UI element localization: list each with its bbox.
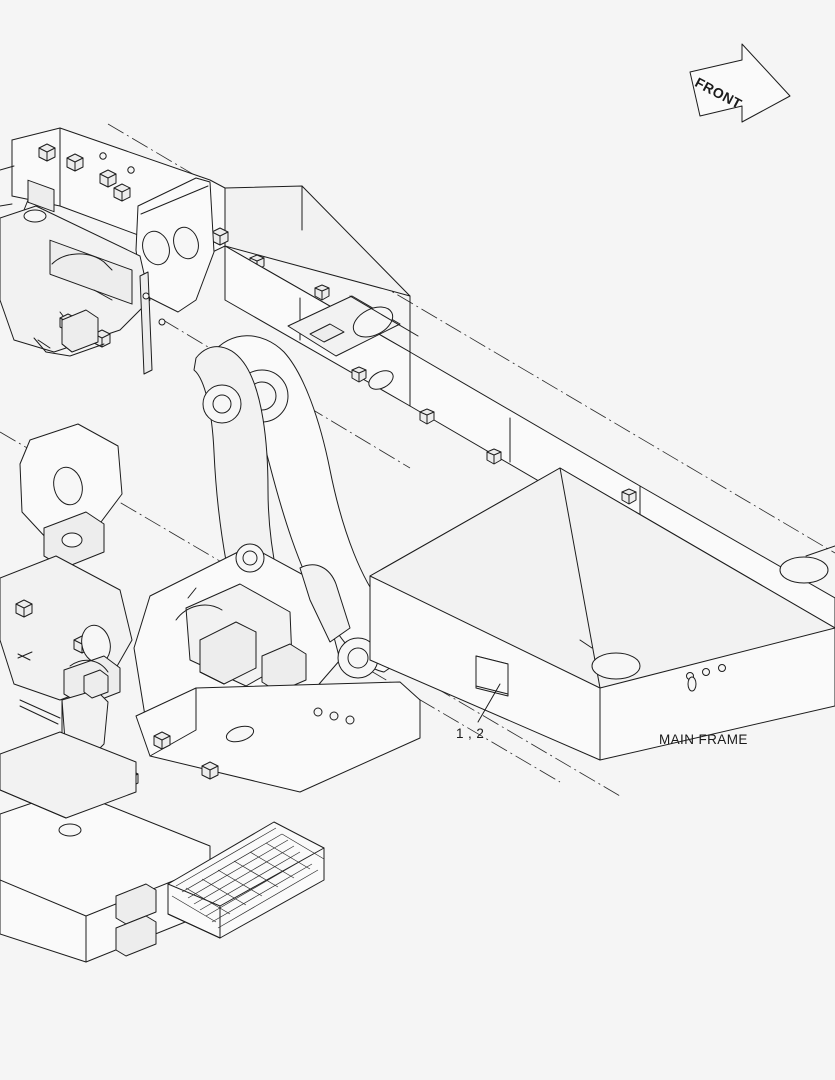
left-mid-bracket xyxy=(20,424,122,568)
bottom-deck-platform xyxy=(0,732,210,962)
main-frame-label: MAIN FRAME xyxy=(659,732,748,747)
left-lower-frame xyxy=(0,556,132,764)
front-arrow-label: FRONT xyxy=(692,74,745,112)
callout-label-1-2: 1 , 2 xyxy=(456,726,485,741)
